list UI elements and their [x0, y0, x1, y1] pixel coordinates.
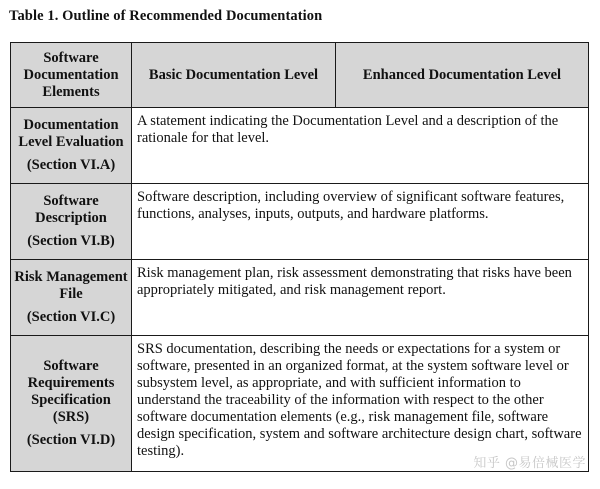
element-cell [11, 336, 132, 472]
header-basic-level: Basic Documentation Level [132, 43, 336, 108]
header-enhanced-level: Enhanced Documentation Level [336, 43, 589, 108]
description-cell: A statement indicating the Documentation Level and a description of the rationale for that level. [132, 108, 589, 184]
table-row [11, 184, 589, 260]
table-caption: Table 1. Outline of Recommended Documentation [9, 8, 323, 24]
header-elements: Software Documentation Elements [11, 43, 132, 108]
element-section: (Section VI.B) [27, 233, 115, 249]
element-title: Risk Management File [14, 269, 128, 302]
description-cell: Risk management plan, risk assessment demonstrating that risks have been appropriately mitigated, and risk management report. [132, 260, 589, 336]
table-row [11, 260, 589, 336]
element-cell [11, 260, 132, 336]
table-row [11, 108, 589, 184]
description-cell: Software description, including overview of significant software features, functions, analyses, inputs, outputs, and hardware platforms. [132, 184, 589, 260]
element-cell [11, 184, 132, 260]
element-title: Software Requirements Specification (SRS) [27, 358, 115, 425]
element-title: Documentation Level Evaluation [18, 117, 124, 150]
description-cell: SRS documentation, describing the needs or expectations for a system or software, presented in an organized format, at the system software level or subsystem level, as appropriate, and with sufficient information to understand the traceability of the information with respect to the other software documentation elements (e.g., risk management file, software design specification, system and software architecture design chart, software testing). [132, 336, 589, 472]
element-section: (Section VI.D) [26, 432, 116, 448]
watermark: 知乎 @易倍械医学 [473, 456, 586, 471]
element-section: (Section VI.A) [26, 157, 116, 173]
element-section: (Section VI.C) [26, 309, 116, 325]
element-title: Software Description [35, 193, 107, 226]
element-cell [11, 108, 132, 184]
documentation-outline-table [10, 42, 589, 472]
table-header-row [11, 43, 589, 108]
